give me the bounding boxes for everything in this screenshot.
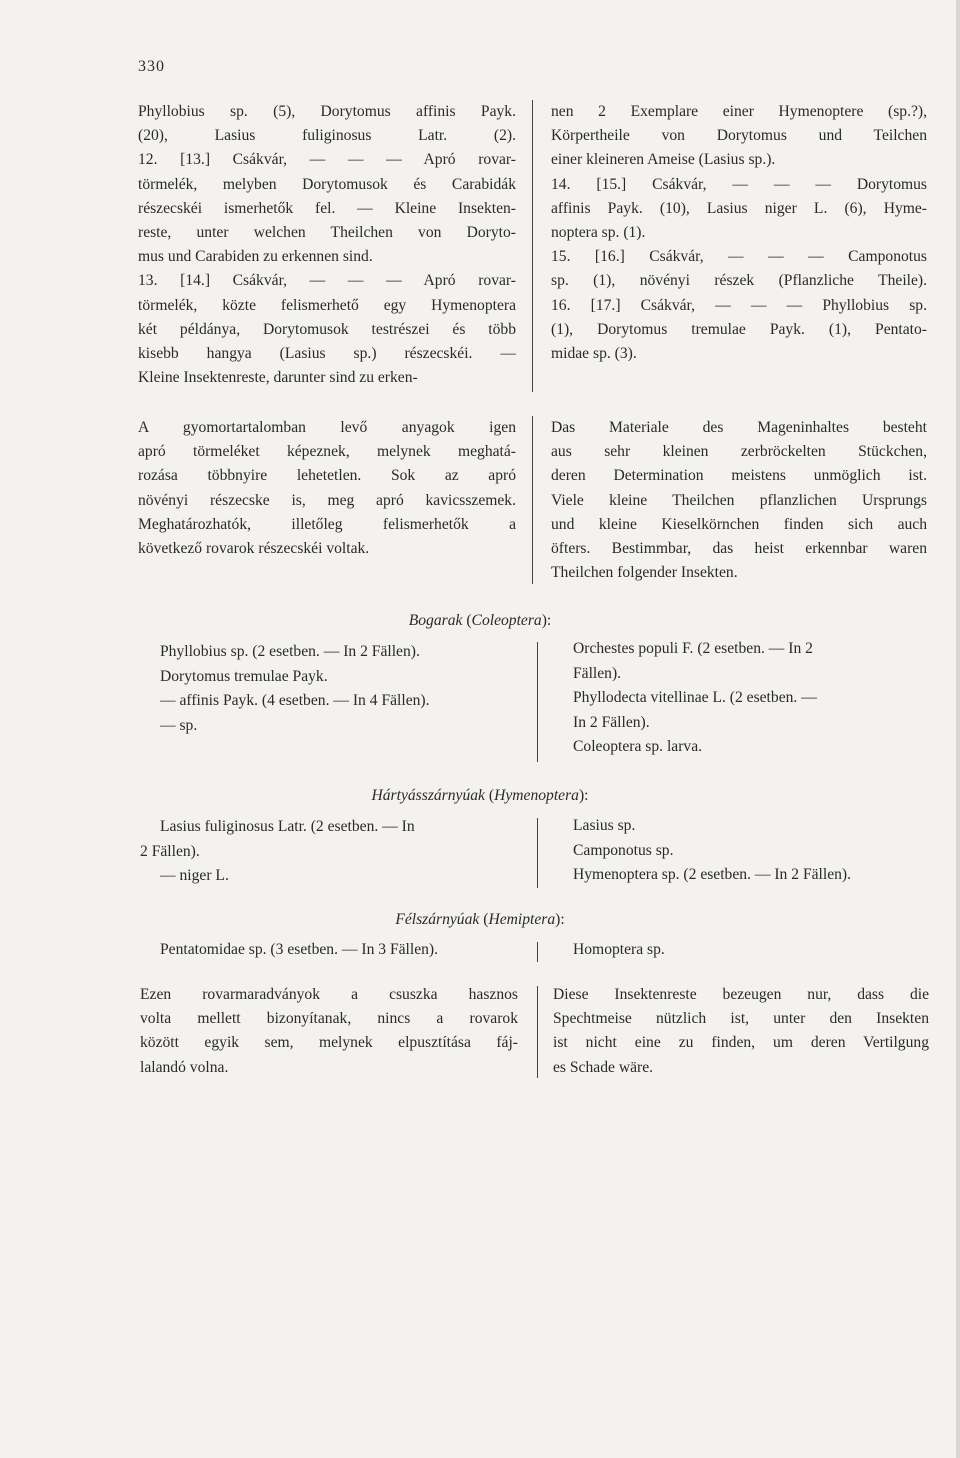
species-line: — niger L. <box>160 867 229 885</box>
conclusion-line: Diese Insektenreste bezeugen nur, dass die <box>553 986 929 1003</box>
conclusion-line: Spechtmeise nützlich ist, unter den Insekten <box>553 1010 929 1028</box>
hymenoptera-heading: Hártyásszárnyúak (Hymenoptera): <box>371 787 589 804</box>
species-line: 2 Fällen). <box>140 842 200 860</box>
summary-line: Viele kleine Theilchen pflanzlichen Ursprungs <box>551 491 927 509</box>
column-divider <box>537 642 538 762</box>
summary-line: Das Materiale des Mageninhaltes besteht <box>551 419 927 436</box>
summary-hungarian <box>138 416 516 561</box>
conclusion-line: ist nicht eine zu finden, um deren Vertilgung <box>553 1034 929 1052</box>
record-line: mus und Carabiden zu erkennen sind. <box>138 248 373 266</box>
column-divider <box>537 986 538 1078</box>
summary-line: rozása többnyire lehetetlen. Sok az apró <box>138 467 516 485</box>
page-edge-shadow <box>956 0 960 1458</box>
summary-line: Theilchen folgender Insekten. <box>551 564 738 582</box>
summary-line: Meghatározhatók, illetőleg felismerhetők a <box>138 515 516 533</box>
column-divider <box>537 942 538 962</box>
summary-line: apró törmeléket képeznek, melynek meghatá- <box>138 443 516 461</box>
record-line: törmelék, melyben Dorytomusok és Carabidák <box>138 175 516 193</box>
species-line: Hymenoptera sp. (2 esetben. — In 2 Fällen). <box>573 866 852 884</box>
species-line: Camponotus sp. <box>573 841 674 859</box>
records-left-column <box>138 100 516 390</box>
record-line: 16. [17.] Csákvár, — — — Phyllobius sp. <box>551 296 927 314</box>
species-line: Phyllodecta vitellinae L. (2 esetben. — <box>573 689 817 707</box>
summary-line: und kleine Kieselkörnchen finden sich auch <box>551 515 927 533</box>
record-line: Körpertheile von Dorytomus und Teilchen <box>551 127 927 145</box>
species-line: — sp. <box>160 716 198 734</box>
record-line: sp. (1), növényi részek (Pflanzliche Theile). <box>551 272 927 290</box>
coleoptera-heading-hu: Bogarak <box>408 612 463 629</box>
conclusion-line: volta mellett bizonyítanak, nincs a rovarok <box>140 1010 518 1028</box>
species-line: Homoptera sp. <box>573 941 665 958</box>
summary-line: A gyomortartalomban levő anyagok igen <box>138 419 516 436</box>
species-line: Orchestes populi F. (2 esetben. — In 2 <box>573 640 813 657</box>
species-line: Lasius sp. <box>573 817 636 834</box>
record-line: einer kleineren Ameise (Lasius sp.). <box>551 151 776 169</box>
record-line: nen 2 Exemplare einer Hymenoptere (sp.?), <box>551 103 927 120</box>
record-line: 12. [13.] Csákvár, — — — Apró rovar- <box>138 151 516 169</box>
summary-line: öfters. Bestimmbar, das heist erkennbar waren <box>551 540 927 558</box>
record-line: noptera sp. (1). <box>551 224 646 242</box>
column-divider <box>532 100 533 392</box>
record-line: törmelék, közte felismerhető egy Hymenoptera <box>138 296 516 314</box>
hemiptera-list-left <box>160 938 438 963</box>
species-line: Phyllobius sp. (2 esetben. — In 2 Fällen). <box>160 643 420 660</box>
conclusion-hungarian <box>140 983 518 1080</box>
conclusion-line: es Schade wäre. <box>553 1058 654 1076</box>
coleoptera-list-left <box>160 640 430 738</box>
summary-german <box>551 416 927 585</box>
page-number: 330 <box>138 58 165 75</box>
record-line: részecskéi ismerhetők fel. — Kleine Insekten- <box>138 199 516 217</box>
summary-line: következő rovarok részecskéi voltak. <box>138 540 370 558</box>
record-line: 13. [14.] Csákvár, — — — Apró rovar- <box>138 272 516 290</box>
hemiptera-list-right <box>573 938 665 963</box>
summary-line: deren Determination meistens unmöglich ist. <box>551 467 927 485</box>
hymenoptera-heading-hu: Hártyásszárnyúak <box>371 787 485 804</box>
column-divider <box>537 818 538 888</box>
coleoptera-list-right <box>573 637 931 760</box>
record-line: 14. [15.] Csákvár, — — — Dorytomus <box>551 175 927 193</box>
species-line: — affinis Payk. (4 esetben. — In 4 Fällen). <box>160 692 430 710</box>
record-line: (1), Dorytomus tremulae Payk. (1), Pentato- <box>551 320 927 338</box>
summary-line: növényi részecske is, meg apró kavicsszemek. <box>138 491 516 509</box>
record-line: két példánya, Dorytomusok testrészei és több <box>138 320 516 338</box>
records-right-column <box>551 100 927 366</box>
record-line: 15. [16.] Csákvár, — — — Camponotus <box>551 248 927 266</box>
conclusion-line: lalandó volna. <box>140 1058 229 1076</box>
record-line: midae sp. (3). <box>551 345 637 363</box>
column-divider <box>532 416 533 584</box>
record-line: kisebb hangya (Lasius sp.) részecskéi. — <box>138 345 516 363</box>
conclusion-german <box>553 983 929 1080</box>
species-line: Dorytomus tremulae Payk. <box>160 667 328 685</box>
record-line: Phyllobius sp. (5), Dorytomus affinis Payk. <box>138 103 516 120</box>
species-line: Coleoptera sp. larva. <box>573 738 703 756</box>
species-line: Lasius fuliginosus Latr. (2 esetben. — In <box>160 818 415 835</box>
conclusion-line: Ezen rovarmaradványok a csuszka hasznos <box>140 986 518 1003</box>
hymenoptera-list-left <box>140 815 518 889</box>
hemiptera-heading: Félszárnyúak (Hemiptera): <box>395 911 565 928</box>
hemiptera-heading-latin: Hemiptera <box>488 911 556 928</box>
species-line: Pentatomidae sp. (3 esetben. — In 3 Fällen). <box>160 941 439 958</box>
coleoptera-heading-latin: Coleoptera <box>471 612 542 629</box>
hymenoptera-heading-latin: Hymenoptera <box>494 787 579 804</box>
coleoptera-heading: Bogarak (Coleoptera): <box>408 612 552 629</box>
record-line: affinis Payk. (10), Lasius niger L. (6), Hyme- <box>551 199 927 217</box>
summary-line: aus sehr kleinen zerbröckelten Stückchen, <box>551 443 927 461</box>
conclusion-line: között egyik sem, melynek elpusztítása fáj- <box>140 1034 518 1052</box>
hemiptera-heading-hu: Félszárnyúak <box>395 911 480 928</box>
hymenoptera-list-right <box>573 814 851 888</box>
species-line: In 2 Fällen). <box>573 713 650 731</box>
record-line: Kleine Insektenreste, darunter sind zu erken- <box>138 369 418 387</box>
record-line: (20), Lasius fuliginosus Latr. (2). <box>138 127 516 145</box>
record-line: reste, unter welchen Theilchen von Doryto- <box>138 224 516 242</box>
species-line: Fällen). <box>573 664 622 682</box>
